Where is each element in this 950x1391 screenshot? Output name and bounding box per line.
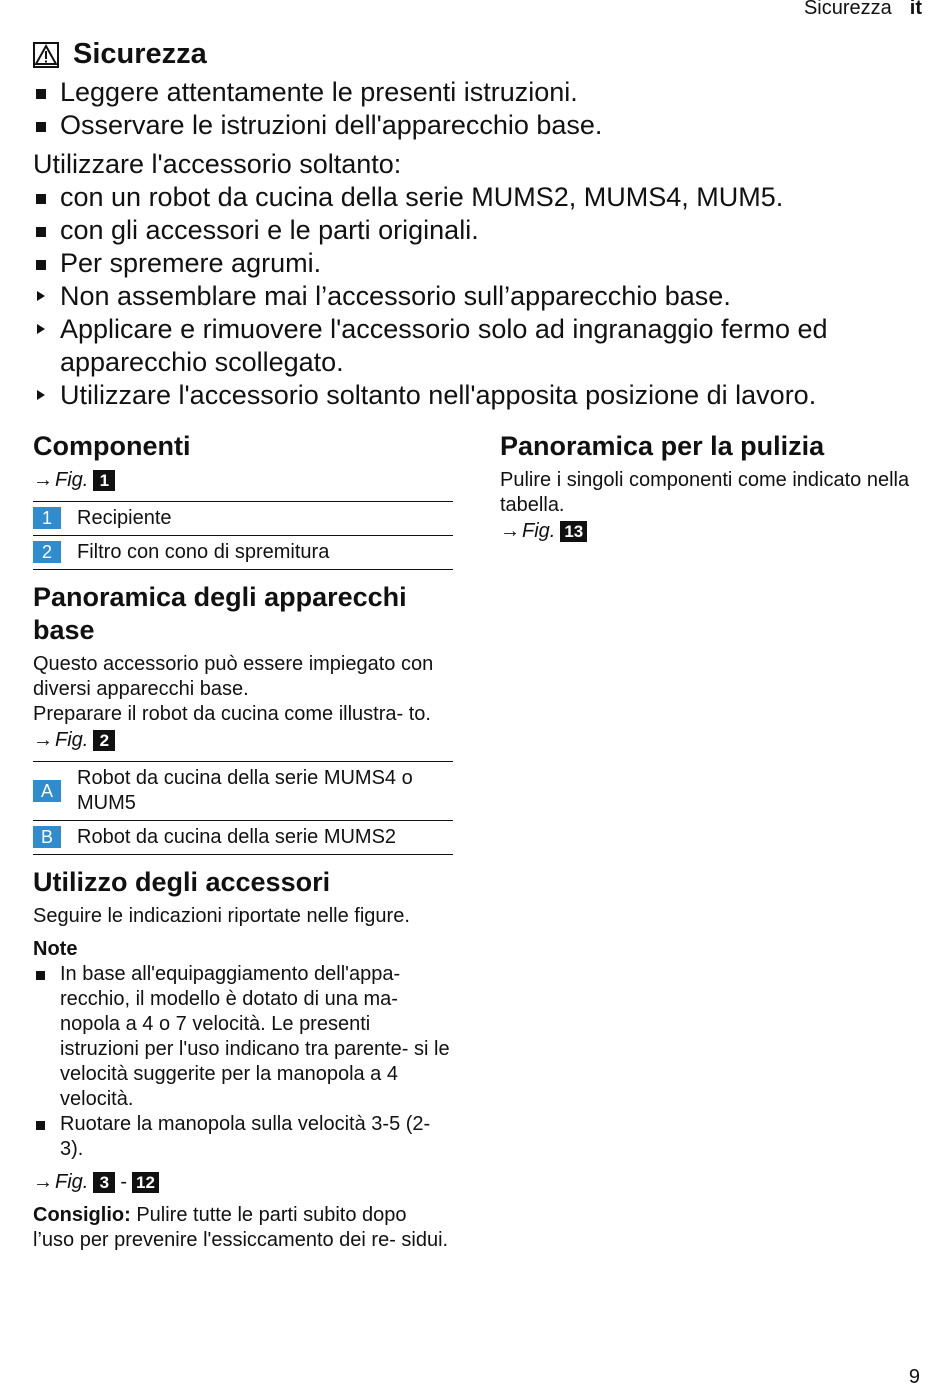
part-key: 1 — [33, 507, 61, 529]
fig-number: 1 — [93, 470, 115, 491]
arrow-right-icon: → — [33, 729, 53, 751]
safety-list-use — [33, 181, 928, 280]
tip — [33, 1203, 453, 1253]
usage-title: Utilizzo degli accessori — [33, 867, 331, 897]
model-key: B — [33, 826, 61, 848]
fig-reference — [33, 468, 453, 493]
fig-range-separator: - — [120, 1171, 128, 1193]
list-item: Osservare le istruzioni dell'apparecchio base. — [33, 109, 928, 142]
page-number: 9 — [908, 1366, 920, 1388]
fig-label: Fig. — [522, 520, 556, 542]
fig-label: Fig. — [55, 469, 89, 491]
part-label: Recipiente — [77, 502, 453, 536]
cleaning-text: Pulire i singoli componenti come indicato nella tabella. — [500, 469, 910, 516]
list-item: con un robot da cucina della serie MUMS2, MUMS4, MUM5. — [33, 181, 928, 214]
table-row — [33, 762, 453, 821]
base-models-table — [33, 761, 453, 855]
fig-reference — [500, 519, 920, 544]
list-item: Ruotare la manopola sulla velocità 3-5 (2-3). — [33, 1112, 453, 1162]
components-title: Componenti — [33, 431, 191, 461]
safety-heading — [33, 38, 928, 71]
safety-section — [33, 38, 928, 412]
list-item: Applicare e rimuovere l'accessorio solo ad ingranaggio fermo ed apparecchio scollegato. — [33, 313, 928, 379]
header-section: Sicurezza — [803, 0, 892, 19]
right-column — [500, 430, 920, 552]
fig-label: Fig. — [55, 729, 89, 751]
list-item: In base all'equipaggiamento dell'appa- recchio, il modello è dotato di una ma- nopola a 4 o 7 velocità. Le presenti istruzioni per l'uso indicano tra parente- si le velocità suggerite per la manopola a 4 velocità. — [33, 962, 453, 1112]
components-table — [33, 501, 453, 570]
table-row — [33, 821, 453, 855]
arrow-right-icon: → — [500, 520, 520, 542]
fig-label: Fig. — [55, 1171, 89, 1193]
list-item: con gli accessori e le parti originali. — [33, 214, 928, 247]
page-header — [804, 0, 922, 20]
arrow-right-icon: → — [33, 469, 53, 491]
base-overview-text: Questo accessorio può essere impiegato con diversi apparecchi base. — [33, 653, 434, 700]
fig-reference — [33, 728, 453, 753]
model-label: Robot da cucina della serie MUMS2 — [77, 821, 453, 855]
left-column — [33, 430, 453, 1253]
note-list — [33, 962, 453, 1162]
safety-title: Sicurezza — [73, 38, 207, 70]
table-row — [33, 502, 453, 536]
use-intro: Utilizzare l'accessorio soltanto: — [33, 149, 402, 179]
fig-number: 3 — [93, 1172, 115, 1193]
fig-number: 13 — [560, 521, 587, 542]
tip-text: Pulire tutte le parti subito dopo l’uso per prevenire l'essiccamento dei re- sidui. — [33, 1204, 449, 1251]
model-key: A — [33, 780, 61, 802]
fig-number: 2 — [93, 730, 115, 751]
list-item: Leggere attentamente le presenti istruzioni. — [33, 76, 928, 109]
part-key: 2 — [33, 541, 61, 563]
note-label: Note — [33, 938, 78, 960]
list-item: Non assemblare mai l’accessorio sull’apparecchio base. — [33, 280, 928, 313]
fig-number: 12 — [132, 1172, 159, 1193]
model-label: Robot da cucina della serie MUMS4 o MUM5 — [77, 762, 453, 821]
list-item: Utilizzare l'accessorio soltanto nell'apposita posizione di lavoro. — [33, 379, 928, 412]
fig-reference — [33, 1170, 453, 1195]
safety-list-general — [33, 76, 928, 142]
table-row — [33, 536, 453, 570]
part-label: Filtro con cono di spremitura — [77, 536, 453, 570]
usage-text: Seguire le indicazioni riportate nelle figure. — [33, 905, 410, 927]
warning-icon — [33, 42, 59, 68]
base-overview-text-2: Preparare il robot da cucina come illustra- to. — [33, 703, 431, 725]
cleaning-title: Panoramica per la pulizia — [500, 431, 825, 461]
list-item: Per spremere agrumi. — [33, 247, 928, 280]
arrow-right-icon: → — [33, 1171, 53, 1193]
base-overview-title: Panoramica degli apparecchi base — [33, 582, 407, 645]
safety-list-actions — [33, 280, 928, 412]
tip-label: Consiglio: — [33, 1204, 131, 1226]
header-language: it — [909, 0, 922, 19]
